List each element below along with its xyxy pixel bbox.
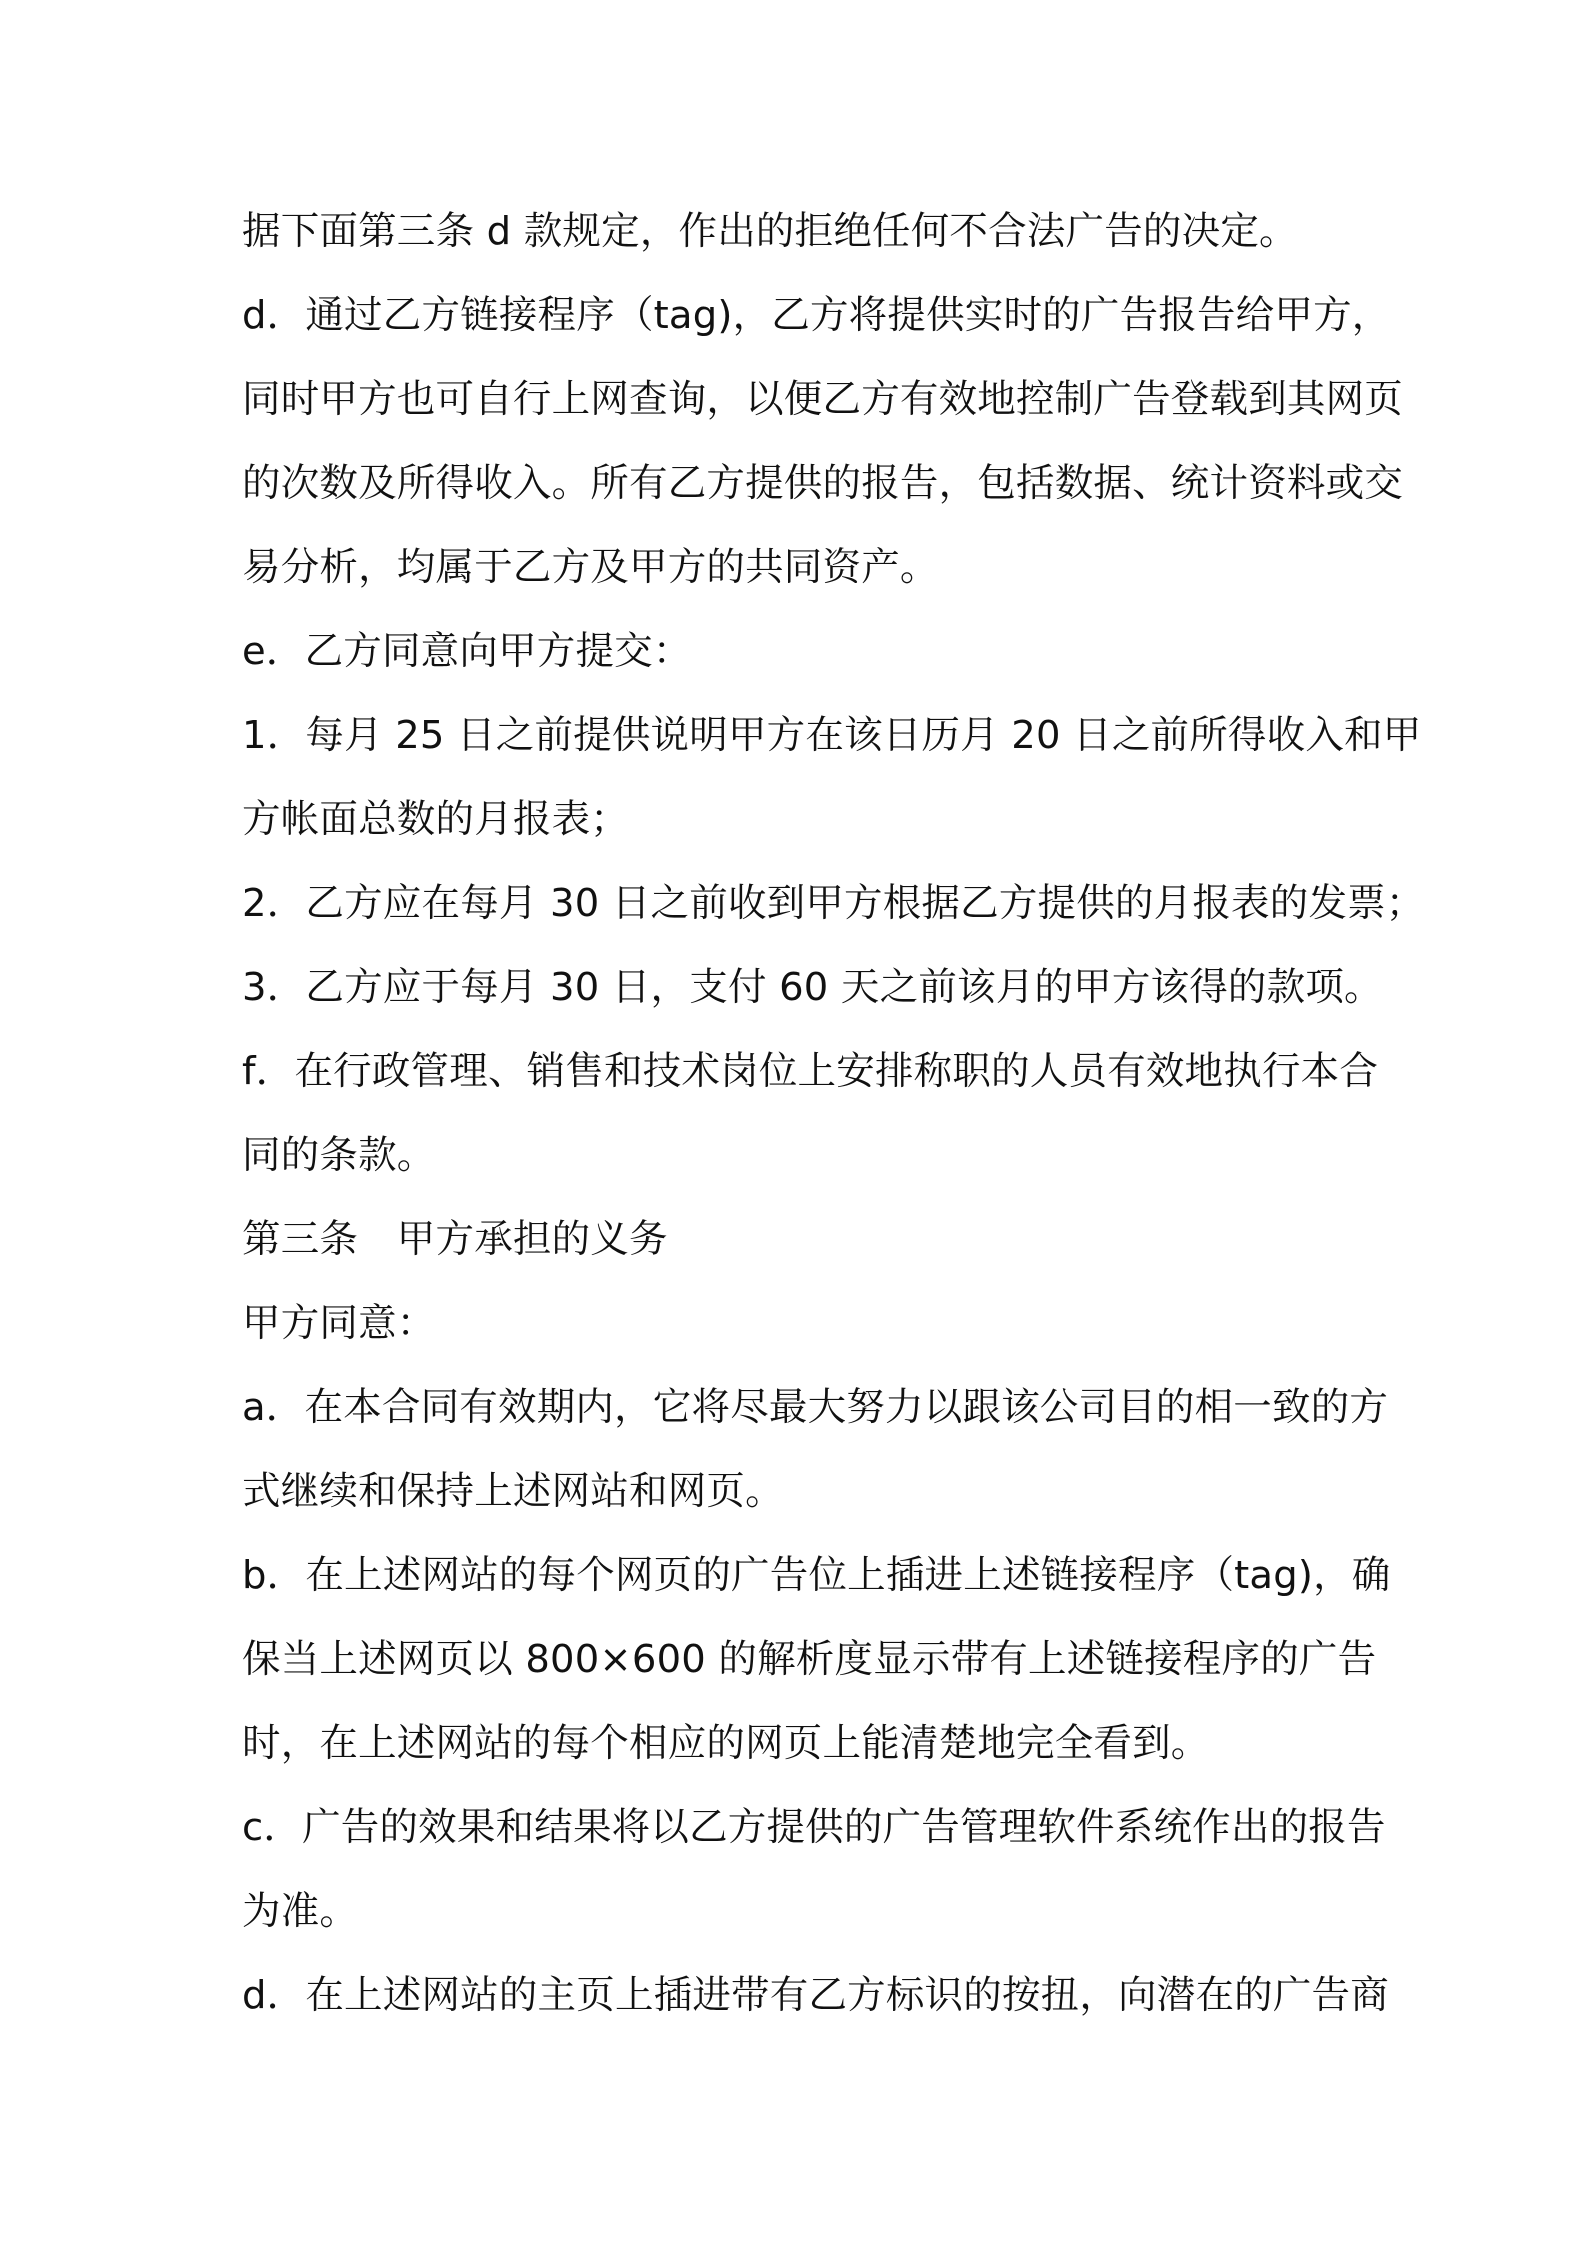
document-body: [242, 190, 1425, 2038]
text-line: c．广告的效果和结果将以乙方提供的广告管理软件系统作出的报告: [242, 1805, 1386, 1850]
text-line: 方帐面总数的月报表；: [242, 797, 630, 842]
text-line: 同的条款。: [242, 1133, 436, 1178]
text-line: 为准。: [242, 1889, 359, 1934]
text-line: 据下面第三条 d 款规定，作出的拒绝任何不合法广告的决定。: [242, 209, 1298, 254]
text-line: b．在上述网站的每个网页的广告位上插进上述链接程序（tag)，确: [242, 1553, 1391, 1598]
text-line: 保当上述网页以 800×600 的解析度显示带有上述链接程序的广告: [242, 1637, 1377, 1682]
text-line: 3．乙方应于每月 30 日，支付 60 天之前该月的甲方该得的款项。: [242, 965, 1383, 1010]
text-line: d．通过乙方链接程序（tag)，乙方将提供实时的广告报告给甲方，: [242, 293, 1391, 338]
text-line: 1．每月 25 日之前提供说明甲方在该日历月 20 日之前所得收入和甲: [242, 713, 1422, 758]
text-line: f．在行政管理、销售和技术岗位上安排称职的人员有效地执行本合: [242, 1049, 1379, 1094]
text-line: a．在本合同有效期内，它将尽最大努力以跟该公司目的相一致的方: [242, 1385, 1389, 1430]
text-line: 易分析，均属于乙方及甲方的共同资产。: [242, 545, 939, 590]
text-line: 的次数及所得收入。所有乙方提供的报告，包括数据、统计资料或交: [242, 461, 1404, 506]
text-line: 同时甲方也可自行上网查询，以便乙方有效地控制广告登载到其网页: [242, 377, 1404, 422]
text-line: 甲方同意：: [242, 1301, 436, 1346]
text-line: 式继续和保持上述网站和网页。: [242, 1469, 784, 1514]
text-line: 时，在上述网站的每个相应的网页上能清楚地完全看到。: [242, 1721, 1210, 1766]
section-heading: 第三条 甲方承担的义务: [242, 1217, 668, 1262]
text-line: d．在上述网站的主页上插进带有乙方标识的按扭，向潜在的广告商: [242, 1973, 1389, 2018]
text-line: 2．乙方应在每月 30 日之前收到甲方根据乙方提供的月报表的发票；: [242, 881, 1425, 926]
text-line: e．乙方同意向甲方提交：: [242, 629, 692, 674]
